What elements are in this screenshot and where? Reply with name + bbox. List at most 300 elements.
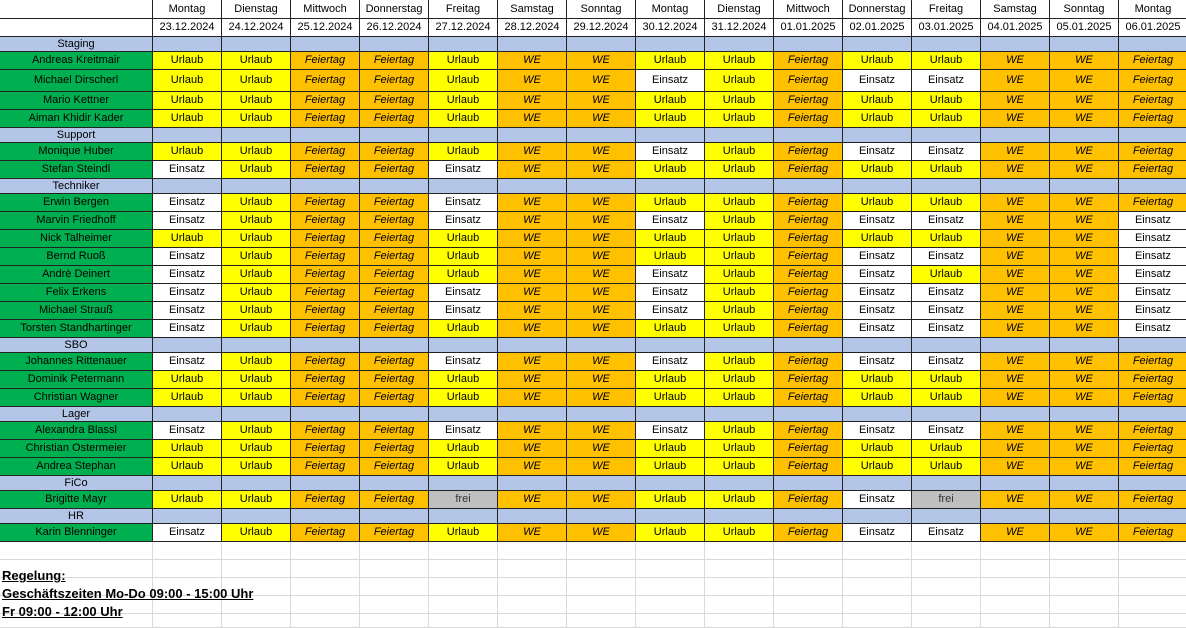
schedule-cell[interactable]: Urlaub: [843, 52, 912, 70]
weekday-header[interactable]: Mittwoch: [774, 0, 843, 19]
schedule-cell[interactable]: Feiertag: [774, 302, 843, 320]
schedule-cell[interactable]: Feiertag: [291, 248, 360, 266]
schedule-cell[interactable]: Feiertag: [774, 110, 843, 128]
schedule-cell[interactable]: WE: [498, 284, 567, 302]
schedule-cell[interactable]: Einsatz: [912, 284, 981, 302]
employee-name[interactable]: Brigitte Mayr: [0, 491, 153, 509]
empty-cell[interactable]: [1119, 542, 1186, 560]
schedule-cell[interactable]: WE: [498, 212, 567, 230]
group-row-cell[interactable]: [567, 128, 636, 143]
schedule-cell[interactable]: Urlaub: [222, 212, 291, 230]
group-row-cell[interactable]: [1050, 338, 1119, 353]
schedule-cell[interactable]: Feiertag: [291, 302, 360, 320]
schedule-cell[interactable]: Urlaub: [222, 389, 291, 407]
empty-cell[interactable]: [498, 596, 567, 614]
schedule-cell[interactable]: WE: [567, 194, 636, 212]
schedule-cell[interactable]: Feiertag: [774, 194, 843, 212]
schedule-cell[interactable]: Feiertag: [360, 161, 429, 179]
schedule-cell[interactable]: Einsatz: [429, 422, 498, 440]
schedule-cell[interactable]: Urlaub: [705, 491, 774, 509]
group-row-cell[interactable]: [153, 179, 222, 194]
schedule-cell[interactable]: Feiertag: [360, 353, 429, 371]
schedule-cell[interactable]: Feiertag: [291, 284, 360, 302]
schedule-cell[interactable]: Feiertag: [774, 371, 843, 389]
empty-cell[interactable]: [912, 596, 981, 614]
empty-cell[interactable]: [222, 560, 291, 578]
schedule-cell[interactable]: Feiertag: [1119, 52, 1186, 70]
schedule-cell[interactable]: WE: [981, 440, 1050, 458]
schedule-cell[interactable]: WE: [498, 440, 567, 458]
group-row-cell[interactable]: [1050, 179, 1119, 194]
schedule-cell[interactable]: Urlaub: [636, 161, 705, 179]
schedule-cell[interactable]: Einsatz: [1119, 284, 1186, 302]
schedule-cell[interactable]: Feiertag: [1119, 491, 1186, 509]
schedule-cell[interactable]: WE: [498, 161, 567, 179]
schedule-cell[interactable]: Einsatz: [153, 320, 222, 338]
schedule-cell[interactable]: Feiertag: [360, 371, 429, 389]
empty-cell[interactable]: [705, 542, 774, 560]
empty-cell[interactable]: [291, 560, 360, 578]
group-row-cell[interactable]: [636, 128, 705, 143]
employee-name[interactable]: Mario Kettner: [0, 92, 153, 110]
schedule-cell[interactable]: Urlaub: [705, 284, 774, 302]
employee-name[interactable]: Stefan Steindl: [0, 161, 153, 179]
schedule-cell[interactable]: Einsatz: [153, 194, 222, 212]
empty-cell[interactable]: [843, 542, 912, 560]
group-row-cell[interactable]: [291, 179, 360, 194]
schedule-cell[interactable]: Urlaub: [912, 110, 981, 128]
schedule-cell[interactable]: Feiertag: [774, 248, 843, 266]
group-row-cell[interactable]: [705, 509, 774, 524]
empty-cell[interactable]: [360, 578, 429, 596]
schedule-cell[interactable]: Feiertag: [1119, 371, 1186, 389]
schedule-cell[interactable]: Einsatz: [912, 302, 981, 320]
group-row-cell[interactable]: [153, 338, 222, 353]
schedule-cell[interactable]: Urlaub: [429, 70, 498, 92]
schedule-cell[interactable]: Urlaub: [636, 52, 705, 70]
empty-cell[interactable]: [705, 560, 774, 578]
schedule-cell[interactable]: frei: [429, 491, 498, 509]
date-header[interactable]: 06.01.2025: [1119, 19, 1186, 37]
schedule-cell[interactable]: Urlaub: [705, 353, 774, 371]
schedule-cell[interactable]: Urlaub: [912, 266, 981, 284]
group-row-cell[interactable]: [360, 509, 429, 524]
schedule-cell[interactable]: Urlaub: [429, 371, 498, 389]
empty-cell[interactable]: [429, 542, 498, 560]
schedule-cell[interactable]: Feiertag: [360, 212, 429, 230]
schedule-cell[interactable]: WE: [981, 92, 1050, 110]
schedule-cell[interactable]: WE: [567, 92, 636, 110]
empty-cell[interactable]: [912, 578, 981, 596]
schedule-cell[interactable]: Feiertag: [360, 143, 429, 161]
empty-cell[interactable]: [981, 578, 1050, 596]
group-row-cell[interactable]: [843, 476, 912, 491]
schedule-cell[interactable]: Einsatz: [843, 320, 912, 338]
date-header[interactable]: 04.01.2025: [981, 19, 1050, 37]
schedule-cell[interactable]: Feiertag: [291, 389, 360, 407]
schedule-cell[interactable]: WE: [567, 70, 636, 92]
empty-cell[interactable]: [429, 614, 498, 628]
group-row-cell[interactable]: [222, 37, 291, 52]
group-label[interactable]: Support: [0, 128, 153, 143]
schedule-cell[interactable]: Feiertag: [291, 212, 360, 230]
empty-cell[interactable]: [567, 614, 636, 628]
schedule-cell[interactable]: Feiertag: [360, 422, 429, 440]
empty-cell[interactable]: [498, 560, 567, 578]
date-header[interactable]: 24.12.2024: [222, 19, 291, 37]
schedule-cell[interactable]: WE: [981, 230, 1050, 248]
schedule-cell[interactable]: WE: [981, 389, 1050, 407]
schedule-cell[interactable]: Einsatz: [636, 70, 705, 92]
schedule-cell[interactable]: Urlaub: [843, 458, 912, 476]
empty-cell[interactable]: [774, 542, 843, 560]
group-row-cell[interactable]: [1119, 509, 1186, 524]
schedule-cell[interactable]: Urlaub: [222, 422, 291, 440]
schedule-cell[interactable]: Urlaub: [429, 458, 498, 476]
group-row-cell[interactable]: [843, 37, 912, 52]
schedule-cell[interactable]: Feiertag: [774, 92, 843, 110]
schedule-cell[interactable]: Feiertag: [291, 491, 360, 509]
group-row-cell[interactable]: [981, 37, 1050, 52]
employee-name[interactable]: Marvin Friedhoff: [0, 212, 153, 230]
employee-name[interactable]: Christian Ostermeier: [0, 440, 153, 458]
schedule-cell[interactable]: Urlaub: [222, 524, 291, 542]
schedule-cell[interactable]: Urlaub: [636, 110, 705, 128]
schedule-cell[interactable]: Einsatz: [1119, 212, 1186, 230]
weekday-header[interactable]: Sonntag: [567, 0, 636, 19]
group-label[interactable]: FiCo: [0, 476, 153, 491]
schedule-cell[interactable]: Feiertag: [360, 524, 429, 542]
date-header[interactable]: 30.12.2024: [636, 19, 705, 37]
schedule-cell[interactable]: Feiertag: [1119, 110, 1186, 128]
schedule-cell[interactable]: Urlaub: [705, 248, 774, 266]
schedule-cell[interactable]: Feiertag: [774, 422, 843, 440]
empty-cell[interactable]: [567, 578, 636, 596]
schedule-cell[interactable]: WE: [1050, 302, 1119, 320]
group-row-cell[interactable]: [705, 338, 774, 353]
schedule-cell[interactable]: WE: [498, 248, 567, 266]
schedule-cell[interactable]: Urlaub: [153, 440, 222, 458]
group-row-cell[interactable]: [153, 37, 222, 52]
schedule-cell[interactable]: Feiertag: [360, 491, 429, 509]
schedule-cell[interactable]: Einsatz: [843, 266, 912, 284]
schedule-cell[interactable]: Einsatz: [912, 70, 981, 92]
schedule-cell[interactable]: WE: [1050, 389, 1119, 407]
group-row-cell[interactable]: [843, 338, 912, 353]
group-row-cell[interactable]: [843, 407, 912, 422]
weekday-header[interactable]: Dienstag: [705, 0, 774, 19]
empty-cell[interactable]: [774, 596, 843, 614]
schedule-cell[interactable]: Urlaub: [843, 92, 912, 110]
group-row-cell[interactable]: [153, 407, 222, 422]
schedule-cell[interactable]: Urlaub: [843, 371, 912, 389]
empty-cell[interactable]: [1119, 614, 1186, 628]
schedule-cell[interactable]: Feiertag: [774, 284, 843, 302]
empty-cell[interactable]: [1050, 578, 1119, 596]
group-row-cell[interactable]: [498, 37, 567, 52]
schedule-cell[interactable]: Urlaub: [636, 92, 705, 110]
schedule-cell[interactable]: WE: [567, 491, 636, 509]
schedule-cell[interactable]: Einsatz: [912, 212, 981, 230]
schedule-cell[interactable]: Urlaub: [153, 92, 222, 110]
schedule-cell[interactable]: Urlaub: [222, 320, 291, 338]
empty-cell[interactable]: [1050, 542, 1119, 560]
schedule-cell[interactable]: Feiertag: [1119, 353, 1186, 371]
date-header[interactable]: 25.12.2024: [291, 19, 360, 37]
group-row-cell[interactable]: [705, 179, 774, 194]
group-row-cell[interactable]: [153, 476, 222, 491]
group-row-cell[interactable]: [360, 128, 429, 143]
schedule-cell[interactable]: Feiertag: [1119, 440, 1186, 458]
schedule-cell[interactable]: Urlaub: [843, 194, 912, 212]
employee-name[interactable]: Nick Talheimer: [0, 230, 153, 248]
schedule-cell[interactable]: WE: [981, 143, 1050, 161]
schedule-cell[interactable]: Urlaub: [429, 52, 498, 70]
schedule-cell[interactable]: Feiertag: [360, 52, 429, 70]
schedule-cell[interactable]: WE: [567, 230, 636, 248]
schedule-cell[interactable]: WE: [1050, 266, 1119, 284]
group-row-cell[interactable]: [429, 128, 498, 143]
schedule-cell[interactable]: Urlaub: [636, 440, 705, 458]
group-row-cell[interactable]: [498, 128, 567, 143]
group-row-cell[interactable]: [705, 407, 774, 422]
schedule-cell[interactable]: Einsatz: [429, 212, 498, 230]
group-row-cell[interactable]: [1050, 476, 1119, 491]
schedule-cell[interactable]: WE: [1050, 440, 1119, 458]
schedule-cell[interactable]: Urlaub: [705, 230, 774, 248]
schedule-cell[interactable]: Feiertag: [1119, 92, 1186, 110]
schedule-cell[interactable]: Urlaub: [429, 440, 498, 458]
empty-cell[interactable]: [636, 596, 705, 614]
schedule-cell[interactable]: WE: [498, 389, 567, 407]
schedule-cell[interactable]: Einsatz: [843, 491, 912, 509]
schedule-cell[interactable]: Urlaub: [222, 52, 291, 70]
group-row-cell[interactable]: [1119, 37, 1186, 52]
schedule-cell[interactable]: Feiertag: [291, 161, 360, 179]
schedule-cell[interactable]: Einsatz: [153, 284, 222, 302]
schedule-cell[interactable]: Feiertag: [291, 143, 360, 161]
employee-name[interactable]: Michael Strauß: [0, 302, 153, 320]
schedule-cell[interactable]: WE: [981, 458, 1050, 476]
schedule-cell[interactable]: Urlaub: [153, 230, 222, 248]
schedule-cell[interactable]: Feiertag: [291, 52, 360, 70]
empty-cell[interactable]: [429, 578, 498, 596]
schedule-cell[interactable]: Urlaub: [429, 92, 498, 110]
schedule-cell[interactable]: WE: [567, 371, 636, 389]
schedule-cell[interactable]: Urlaub: [912, 389, 981, 407]
schedule-cell[interactable]: Urlaub: [222, 143, 291, 161]
schedule-cell[interactable]: Einsatz: [153, 524, 222, 542]
schedule-cell[interactable]: Urlaub: [636, 524, 705, 542]
schedule-cell[interactable]: Feiertag: [360, 389, 429, 407]
schedule-cell[interactable]: WE: [981, 161, 1050, 179]
schedule-cell[interactable]: WE: [567, 458, 636, 476]
group-row-cell[interactable]: [498, 476, 567, 491]
schedule-cell[interactable]: Urlaub: [705, 320, 774, 338]
schedule-cell[interactable]: WE: [1050, 353, 1119, 371]
date-header[interactable]: 31.12.2024: [705, 19, 774, 37]
schedule-cell[interactable]: Feiertag: [774, 524, 843, 542]
empty-cell[interactable]: [291, 614, 360, 628]
group-row-cell[interactable]: [567, 407, 636, 422]
schedule-cell[interactable]: WE: [498, 458, 567, 476]
schedule-cell[interactable]: Urlaub: [912, 161, 981, 179]
empty-cell[interactable]: [843, 614, 912, 628]
empty-cell[interactable]: [912, 542, 981, 560]
employee-name[interactable]: Karin Blenninger: [0, 524, 153, 542]
schedule-cell[interactable]: WE: [981, 320, 1050, 338]
schedule-cell[interactable]: Urlaub: [222, 230, 291, 248]
schedule-cell[interactable]: Einsatz: [636, 422, 705, 440]
empty-cell[interactable]: [636, 560, 705, 578]
group-row-cell[interactable]: [360, 407, 429, 422]
date-header[interactable]: 28.12.2024: [498, 19, 567, 37]
date-header[interactable]: 23.12.2024: [153, 19, 222, 37]
group-row-cell[interactable]: [291, 128, 360, 143]
employee-name[interactable]: Bernd Ruoß: [0, 248, 153, 266]
group-row-cell[interactable]: [774, 179, 843, 194]
schedule-cell[interactable]: Einsatz: [153, 212, 222, 230]
schedule-cell[interactable]: Urlaub: [222, 302, 291, 320]
schedule-cell[interactable]: Feiertag: [291, 194, 360, 212]
schedule-cell[interactable]: Feiertag: [774, 230, 843, 248]
schedule-cell[interactable]: Urlaub: [429, 143, 498, 161]
group-row-cell[interactable]: [222, 407, 291, 422]
group-row-cell[interactable]: [360, 37, 429, 52]
schedule-cell[interactable]: Feiertag: [360, 110, 429, 128]
group-row-cell[interactable]: [429, 407, 498, 422]
employee-name[interactable]: Erwin Bergen: [0, 194, 153, 212]
date-header[interactable]: 26.12.2024: [360, 19, 429, 37]
schedule-cell[interactable]: Urlaub: [222, 194, 291, 212]
schedule-cell[interactable]: WE: [981, 422, 1050, 440]
group-row-cell[interactable]: [429, 37, 498, 52]
schedule-cell[interactable]: Feiertag: [774, 161, 843, 179]
empty-cell[interactable]: [222, 614, 291, 628]
empty-cell[interactable]: [705, 614, 774, 628]
schedule-cell[interactable]: WE: [1050, 70, 1119, 92]
empty-cell[interactable]: [429, 596, 498, 614]
schedule-cell[interactable]: Feiertag: [1119, 143, 1186, 161]
group-label[interactable]: Lager: [0, 407, 153, 422]
group-label[interactable]: HR: [0, 509, 153, 524]
schedule-cell[interactable]: Feiertag: [291, 320, 360, 338]
group-row-cell[interactable]: [1050, 509, 1119, 524]
empty-cell[interactable]: [360, 542, 429, 560]
schedule-cell[interactable]: Einsatz: [153, 422, 222, 440]
schedule-cell[interactable]: Urlaub: [153, 458, 222, 476]
schedule-cell[interactable]: Feiertag: [774, 440, 843, 458]
empty-cell[interactable]: [567, 596, 636, 614]
schedule-cell[interactable]: WE: [567, 389, 636, 407]
schedule-cell[interactable]: Feiertag: [291, 110, 360, 128]
group-row-cell[interactable]: [291, 338, 360, 353]
group-row-cell[interactable]: [1050, 37, 1119, 52]
schedule-cell[interactable]: Urlaub: [912, 52, 981, 70]
empty-cell[interactable]: [636, 542, 705, 560]
schedule-cell[interactable]: Einsatz: [843, 524, 912, 542]
date-header[interactable]: 27.12.2024: [429, 19, 498, 37]
date-header[interactable]: 05.01.2025: [1050, 19, 1119, 37]
schedule-cell[interactable]: WE: [1050, 194, 1119, 212]
group-row-cell[interactable]: [774, 338, 843, 353]
group-row-cell[interactable]: [429, 179, 498, 194]
schedule-cell[interactable]: WE: [567, 52, 636, 70]
schedule-cell[interactable]: Urlaub: [912, 440, 981, 458]
schedule-cell[interactable]: Feiertag: [774, 212, 843, 230]
schedule-cell[interactable]: Feiertag: [774, 143, 843, 161]
schedule-cell[interactable]: Feiertag: [774, 70, 843, 92]
empty-cell[interactable]: [1050, 614, 1119, 628]
schedule-cell[interactable]: WE: [1050, 52, 1119, 70]
weekday-header[interactable]: Montag: [153, 0, 222, 19]
schedule-cell[interactable]: Feiertag: [360, 92, 429, 110]
weekday-header[interactable]: Samstag: [498, 0, 567, 19]
schedule-cell[interactable]: Urlaub: [429, 389, 498, 407]
group-row-cell[interactable]: [498, 179, 567, 194]
empty-cell[interactable]: [567, 560, 636, 578]
schedule-cell[interactable]: Einsatz: [912, 353, 981, 371]
corner-cell[interactable]: [0, 19, 153, 37]
empty-cell[interactable]: [360, 596, 429, 614]
schedule-cell[interactable]: Einsatz: [912, 143, 981, 161]
weekday-header[interactable]: Montag: [1119, 0, 1186, 19]
group-label[interactable]: SBO: [0, 338, 153, 353]
schedule-cell[interactable]: WE: [567, 302, 636, 320]
schedule-cell[interactable]: Einsatz: [429, 302, 498, 320]
group-row-cell[interactable]: [912, 179, 981, 194]
group-row-cell[interactable]: [567, 179, 636, 194]
group-row-cell[interactable]: [291, 476, 360, 491]
schedule-cell[interactable]: frei: [912, 491, 981, 509]
empty-cell[interactable]: [291, 578, 360, 596]
group-row-cell[interactable]: [912, 338, 981, 353]
schedule-cell[interactable]: WE: [1050, 161, 1119, 179]
schedule-cell[interactable]: Urlaub: [222, 248, 291, 266]
schedule-cell[interactable]: Urlaub: [843, 110, 912, 128]
schedule-cell[interactable]: WE: [567, 248, 636, 266]
employee-name[interactable]: Felix Erkens: [0, 284, 153, 302]
schedule-cell[interactable]: WE: [1050, 230, 1119, 248]
empty-cell[interactable]: [153, 560, 222, 578]
schedule-cell[interactable]: Feiertag: [774, 458, 843, 476]
empty-cell[interactable]: [0, 542, 153, 560]
empty-cell[interactable]: [567, 542, 636, 560]
schedule-cell[interactable]: Feiertag: [1119, 458, 1186, 476]
group-row-cell[interactable]: [981, 128, 1050, 143]
schedule-cell[interactable]: Feiertag: [1119, 70, 1186, 92]
schedule-cell[interactable]: Einsatz: [1119, 248, 1186, 266]
schedule-cell[interactable]: Einsatz: [429, 194, 498, 212]
schedule-cell[interactable]: Urlaub: [222, 92, 291, 110]
schedule-cell[interactable]: Urlaub: [705, 161, 774, 179]
employee-name[interactable]: Torsten Standhartinger: [0, 320, 153, 338]
group-row-cell[interactable]: [360, 179, 429, 194]
schedule-cell[interactable]: WE: [567, 161, 636, 179]
schedule-cell[interactable]: Urlaub: [705, 92, 774, 110]
schedule-cell[interactable]: WE: [981, 491, 1050, 509]
schedule-cell[interactable]: WE: [1050, 143, 1119, 161]
schedule-cell[interactable]: Feiertag: [1119, 422, 1186, 440]
group-row-cell[interactable]: [636, 37, 705, 52]
empty-cell[interactable]: [153, 542, 222, 560]
schedule-cell[interactable]: Einsatz: [912, 320, 981, 338]
group-row-cell[interactable]: [912, 128, 981, 143]
group-row-cell[interactable]: [567, 476, 636, 491]
group-row-cell[interactable]: [981, 179, 1050, 194]
group-row-cell[interactable]: [981, 338, 1050, 353]
empty-cell[interactable]: [981, 614, 1050, 628]
